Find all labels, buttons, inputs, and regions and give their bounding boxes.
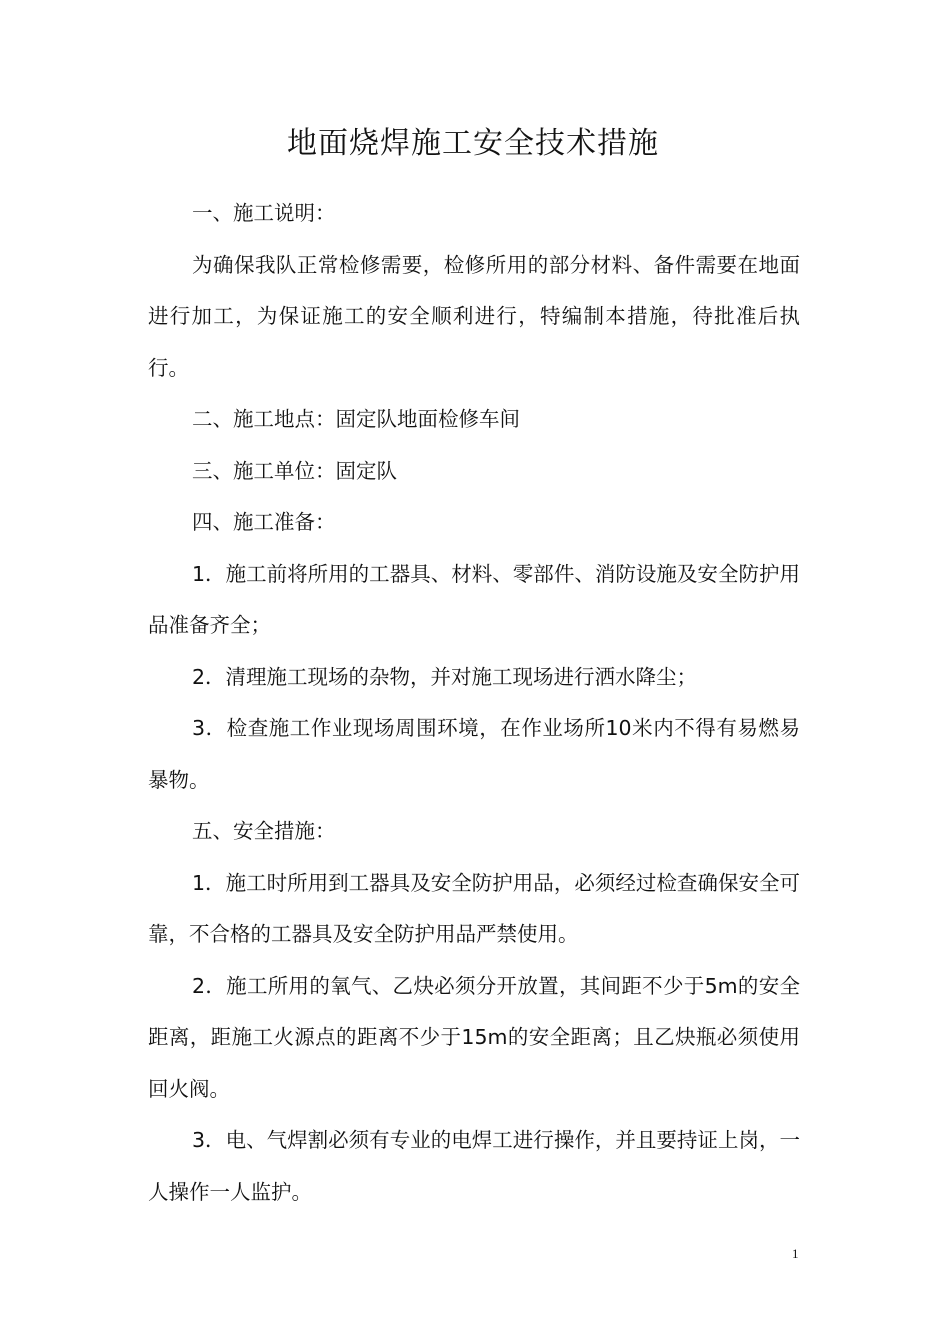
list-item: 1．施工时所用到工器具及安全防护用品，必须经过检查确保安全可靠，不合格的工器具及安全防护用品严禁使用。 — [148, 870, 800, 946]
section-heading-1: 一、施工说明： — [192, 201, 336, 225]
list-item: 2．施工所用的氧气、乙炔必须分开放置，其间距不少于5m的安全距离，距施工火源点的距离不少于15m的安全距离；且乙炔瓶必须使用回火阀。 — [148, 973, 800, 1101]
list-item: 3．电、气焊割必须有专业的电焊工进行操作，并且要持证上岗，一人操作一人监护。 — [148, 1128, 800, 1204]
list-item: 2．清理施工现场的杂物，并对施工现场进行洒水降尘； — [192, 664, 698, 689]
document-body — [148, 188, 800, 1218]
section-heading-3: 三、施工单位：固定队 — [192, 458, 397, 483]
section-heading-2: 二、施工地点：固定队地面检修车间 — [192, 407, 520, 431]
list-item: 3．检查施工作业现场周围环境，在作业场所10米内不得有易燃易暴物。 — [148, 716, 800, 792]
document-title: 地面烧焊施工安全技术措施 — [287, 126, 659, 161]
list-item: 1．施工前将所用的工器具、材料、零部件、消防设施及安全防护用品准备齐全； — [148, 561, 800, 637]
paragraph-description: 为确保我队正常检修需要，检修所用的部分材料、备件需要在地面进行加工，为保证施工的安全顺利进行，特编制本措施，待批准后执行。 — [148, 252, 800, 380]
page-number: 1 — [792, 1246, 799, 1261]
section-heading-4: 四、施工准备： — [192, 510, 336, 534]
section-heading-5: 五、安全措施： — [192, 819, 336, 843]
